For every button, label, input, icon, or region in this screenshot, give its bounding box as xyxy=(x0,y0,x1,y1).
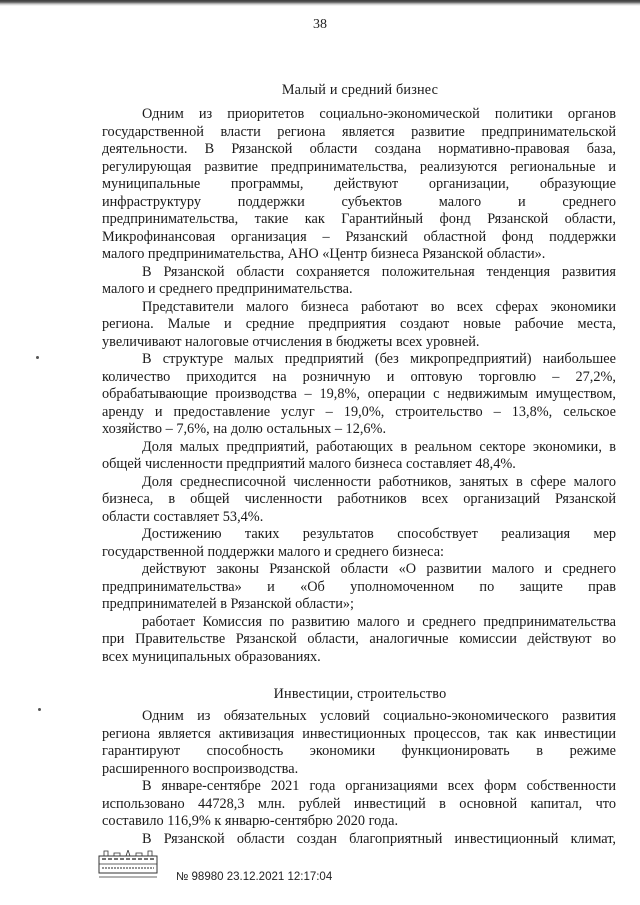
text-line: инфраструктуру поддержки субъектов малого и среднего xyxy=(102,193,616,210)
text-line: гарантируют способность экономики функционировать в режиме xyxy=(102,743,616,759)
section-title-small-business: Малый и средний бизнес xyxy=(281,82,439,98)
text-line: деятельности. В Рязанской области создана нормативно-правовая база, xyxy=(102,141,616,157)
text-line: всех муниципальных образованиях. xyxy=(102,648,321,665)
text-line: предпринимательства, такие как Гарантийный фонд Рязанской области, xyxy=(102,211,616,227)
text-line: составило 116,9% к январю-сентябрю 2020 года. xyxy=(102,813,399,829)
section-title-investments: Инвестиции, строительство xyxy=(273,686,447,702)
text-line: увеличивают налоговые отчисления в бюджеты всех уровней. xyxy=(102,333,480,350)
text-line: расширенного воспроизводства. xyxy=(102,760,299,777)
text-line: общей численности предприятий малого бизнеса составляет 48,4%. xyxy=(102,456,516,472)
text-line: региона является активизация инвестиционных процессов, так как инвестиции xyxy=(102,725,616,742)
scan-top-edge xyxy=(0,0,640,6)
scan-speck xyxy=(36,356,39,359)
section-body-investments xyxy=(102,708,616,848)
text-line: Представители малого бизнеса работают во всех сферах экономики xyxy=(142,298,616,315)
text-line: малого предпринимательства, АНО «Центр бизнеса Рязанской области». xyxy=(102,246,546,262)
text-line: использовано 44728,3 млн. рублей инвестиций в основной капитал, что xyxy=(102,795,616,812)
text-line: региона. Малые и средние предприятия создают новые рабочие места, xyxy=(102,316,616,332)
text-line: действуют законы Рязанской области «О развитии малого и среднего xyxy=(142,561,616,577)
text-line: Одним из обязательных условий социально-экономического развития xyxy=(142,708,616,724)
text-line: государственной поддержки малого и среднего бизнеса: xyxy=(102,543,445,560)
text-line: Микрофинансовая организация – Рязанский областной фонд поддержки xyxy=(102,228,616,245)
text-line: В январе-сентябре 2021 года организациями всех форм собственности xyxy=(142,778,616,794)
text-line: государственной власти региона является развитие предпринимательской xyxy=(102,123,616,140)
text-line: бизнеса, в общей численности работников всех организаций Рязанской xyxy=(102,491,616,507)
text-line: Доля малых предприятий, работающих в реальном секторе экономики, в xyxy=(142,438,616,455)
scan-speck xyxy=(38,708,41,711)
text-line: В Рязанской области создан благоприятный инвестиционный климат, xyxy=(142,830,616,847)
emblem-stamp-icon xyxy=(98,850,158,880)
text-line: предпринимателей в Рязанской области»; xyxy=(102,596,355,612)
text-line: хозяйство – 7,6%, на долю остальных – 12,6%. xyxy=(102,421,387,437)
text-line: области составляет 53,4%. xyxy=(102,508,264,525)
text-line: муниципальные программы, действуют организации, образующие xyxy=(102,176,616,192)
text-line: Достижению таких результатов способствует реализация мер xyxy=(142,526,616,542)
text-line: обрабатывающие производства – 19,8%, операции с недвижимым имуществом, xyxy=(102,386,616,402)
text-line: малого и среднего предпринимательства. xyxy=(102,281,353,297)
page-number: 38 xyxy=(313,17,327,32)
document-registration-id: № 98980 23.12.2021 12:17:04 xyxy=(176,871,333,883)
text-line: регулирующая развитие предпринимательства, реализуются региональные и xyxy=(102,158,616,175)
text-line: В структуре малых предприятий (без микропредприятий) наибольшее xyxy=(142,351,616,367)
text-line: Доля среднесписочной численности работников, занятых в сфере малого xyxy=(142,473,616,490)
text-line: предпринимательства» и «Об уполномоченном по защите прав xyxy=(102,578,616,595)
text-line: при Правительстве Рязанской области, аналогичные комиссии действуют во xyxy=(102,631,616,647)
text-line: аренду и предоставление услуг – 19,0%, строительство – 13,8%, сельское xyxy=(102,403,616,420)
text-line: количество приходится на розничную и оптовую торговлю – 27,2%, xyxy=(102,368,616,385)
text-line: работает Комиссия по развитию малого и среднего предпринимательства xyxy=(142,613,616,630)
section-body-small-business xyxy=(102,106,616,666)
text-line: В Рязанской области сохраняется положительная тенденция развития xyxy=(142,263,616,280)
text-line: Одним из приоритетов социально-экономической политики органов xyxy=(142,106,616,122)
